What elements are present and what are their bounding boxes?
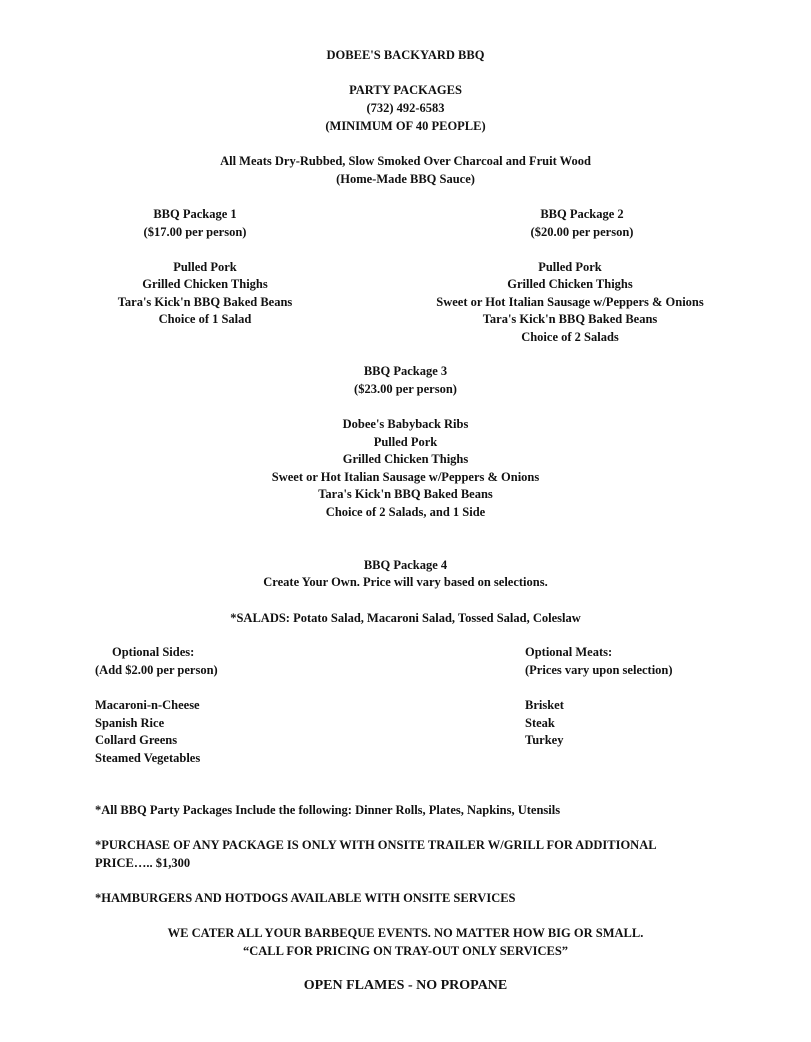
optional-meats-price: (Prices vary upon selection): [525, 663, 673, 677]
package-item: Choice of 2 Salads, and 1 Side: [325, 505, 486, 519]
meat-item: Brisket: [525, 698, 564, 712]
side-item: Collard Greens: [95, 733, 178, 747]
optional-meats-heading: Optional Meats:: [525, 645, 613, 659]
business-name: DOBEE'S BACKYARD BBQ: [326, 48, 485, 62]
side-item: Steamed Vegetables: [95, 751, 201, 765]
hamburgers-note: *HAMBURGERS AND HOTDOGS AVAILABLE WITH ONSITE SERVICES: [95, 891, 516, 905]
minimum-note: (MINIMUM OF 40 PEOPLE): [325, 119, 486, 133]
page-title: PARTY PACKAGES: [349, 83, 462, 97]
meat-item: Steak: [525, 716, 555, 730]
tray-out-note: “CALL FOR PRICING ON TRAY-OUT ONLY SERVICES”: [242, 944, 569, 958]
package-item: Pulled Pork: [373, 435, 438, 449]
package-name: BBQ Package 3: [363, 364, 448, 378]
package-name: BBQ Package 2: [540, 207, 624, 221]
package-name: BBQ Package 4: [363, 558, 448, 572]
package-item: Tara's Kick'n BBQ Baked Beans: [318, 487, 493, 501]
package-item: Tara's Kick'n BBQ Baked Beans: [482, 312, 658, 326]
trailer-note-line2: PRICE….. $1,300: [95, 856, 191, 870]
side-item: Macaroni-n-Cheese: [95, 698, 200, 712]
cater-statement: WE CATER ALL YOUR BARBEQUE EVENTS. NO MATTER HOW BIG OR SMALL.: [167, 926, 644, 940]
package-item: Pulled Pork: [538, 260, 602, 274]
side-item: Spanish Rice: [95, 716, 165, 730]
meat-item: Turkey: [525, 733, 564, 747]
package-item: Sweet or Hot Italian Sausage w/Peppers & Onions: [271, 470, 540, 484]
tagline: All Meats Dry-Rubbed, Slow Smoked Over Charcoal and Fruit Wood: [220, 154, 591, 168]
open-flames-note: OPEN FLAMES - NO PROPANE: [303, 978, 508, 993]
optional-sides-heading: Optional Sides:: [112, 645, 195, 659]
package-item: Choice of 2 Salads: [521, 330, 619, 344]
phone-number: (732) 492-6583: [366, 101, 445, 115]
sauce-note: (Home-Made BBQ Sauce): [336, 172, 475, 186]
package-item: Pulled Pork: [173, 260, 237, 274]
package-price: ($20.00 per person): [530, 225, 634, 239]
package-item: Dobee's Babyback Ribs: [342, 417, 469, 431]
package-item: Tara's Kick'n BBQ Baked Beans: [117, 295, 293, 309]
package-item: Sweet or Hot Italian Sausage w/Peppers & Onions: [436, 295, 704, 309]
salads-note: *SALADS: Potato Salad, Macaroni Salad, Tossed Salad, Coleslaw: [230, 611, 581, 625]
package-item: Grilled Chicken Thighs: [507, 277, 633, 291]
package-name: BBQ Package 1: [153, 207, 237, 221]
trailer-note-line1: *PURCHASE OF ANY PACKAGE IS ONLY WITH ONSITE TRAILER W/GRILL FOR ADDITIONAL: [95, 838, 657, 852]
package-description: Create Your Own. Price will vary based on selections.: [263, 575, 548, 589]
includes-note: *All BBQ Party Packages Include the following: Dinner Rolls, Plates, Napkins, Utensils: [95, 803, 561, 817]
optional-sides-price: (Add $2.00 per person): [95, 663, 218, 677]
package-item: Grilled Chicken Thighs: [142, 277, 268, 291]
package-item: Choice of 1 Salad: [158, 312, 252, 326]
package-price: ($17.00 per person): [143, 225, 247, 239]
package-price: ($23.00 per person): [354, 382, 457, 396]
package-item: Grilled Chicken Thighs: [342, 452, 469, 466]
